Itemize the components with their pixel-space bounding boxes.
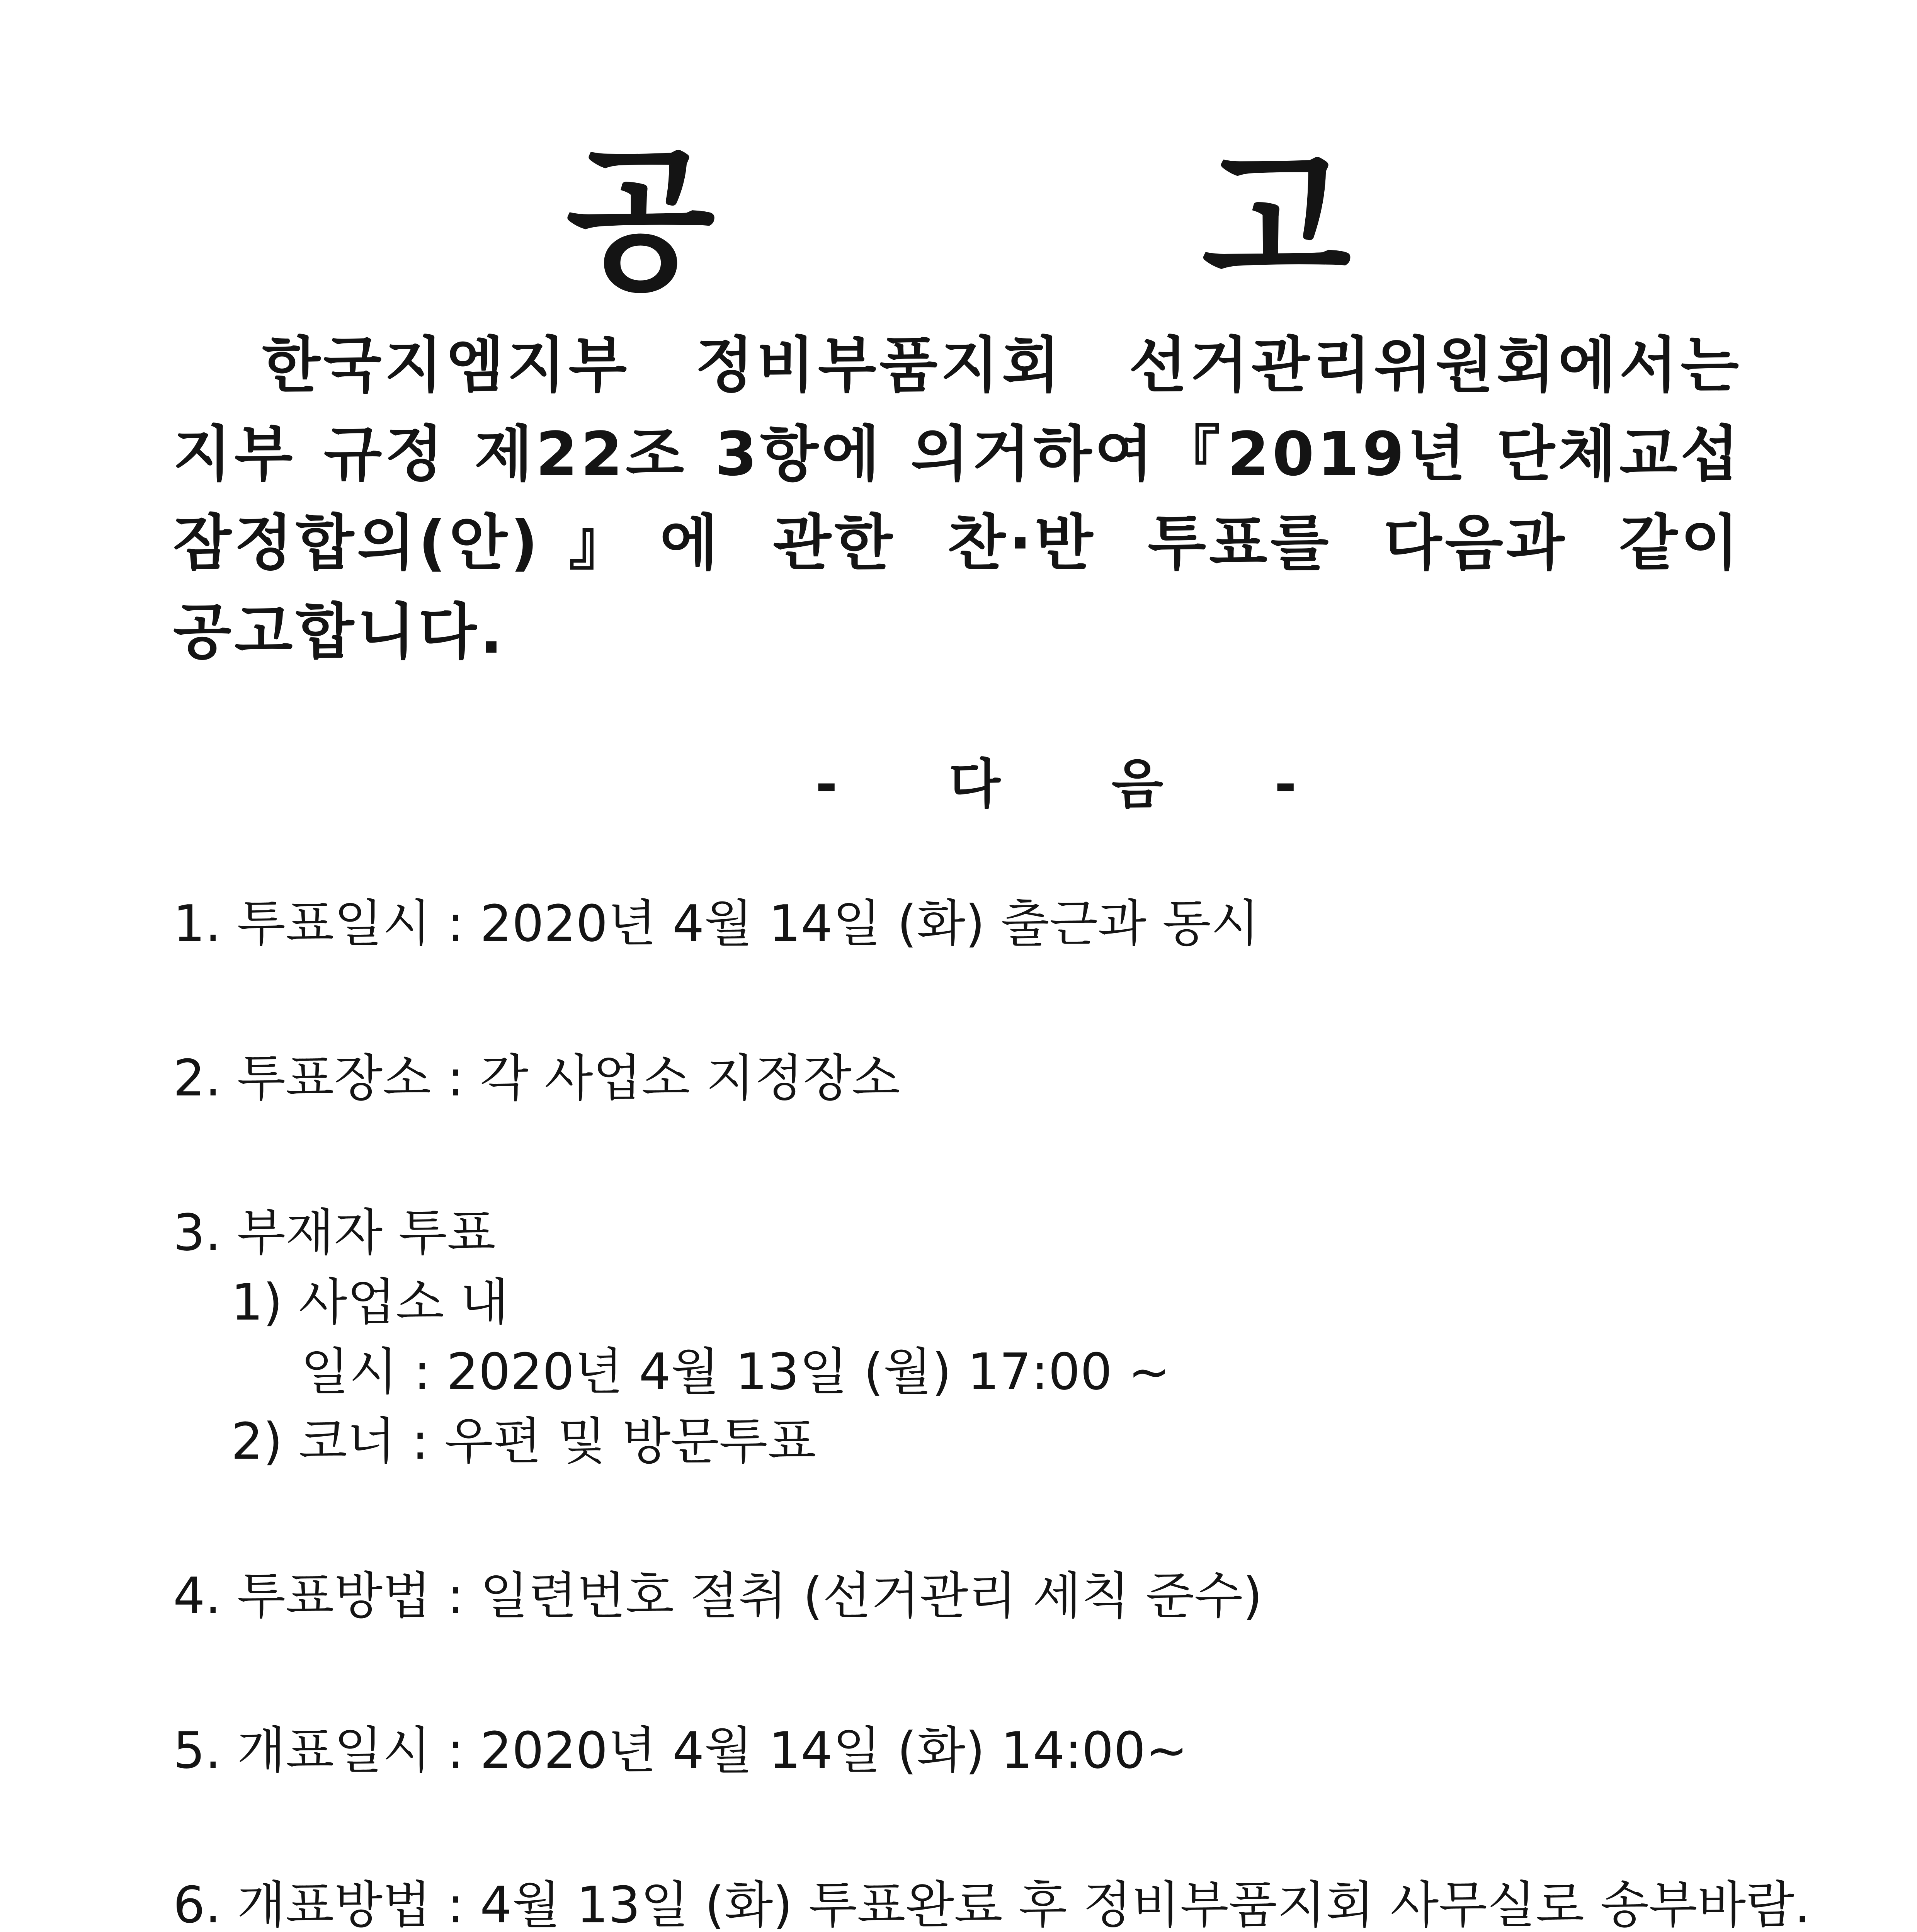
intro-line-1: 한국지엠지부 정비부품지회 선거관리위원회에서는 xyxy=(262,330,1742,400)
section-heading: - 다 음 - xyxy=(815,753,1343,815)
document-title: 공 고 xyxy=(566,129,1568,311)
intro-line-4: 공고합니다. xyxy=(173,597,506,667)
item-count-datetime: 5. 개표일시 : 2020년 4월 14일 (화) 14:00~ xyxy=(173,1721,1188,1780)
intro-line-2: 지부 규정 제22조 3항에 의거하여『2019년 단체교섭 xyxy=(173,419,1742,489)
item-absentee-office-datetime: 일시 : 2020년 4월 13일 (월) 17:00 ~ xyxy=(301,1342,1170,1401)
intro-line-3: 잠정합의(안)』에 관한 찬·반 투표를 다음과 같이 xyxy=(173,508,1742,578)
item-vote-method: 4. 투표방법 : 일련번호 절취 (선거관리 세칙 준수) xyxy=(173,1566,1262,1625)
item-vote-datetime: 1. 투표일시 : 2020년 4월 14일 (화) 출근과 동시 xyxy=(173,894,1260,953)
item-absentee-corner: 2) 코너 : 우편 및 방문투표 xyxy=(231,1412,816,1471)
notice-items xyxy=(173,889,1811,1932)
item-absentee-vote: 3. 부재자 투표 xyxy=(173,1203,496,1262)
item-absentee-office: 1) 사업소 내 xyxy=(231,1273,509,1332)
item-vote-place: 2. 투표장소 : 각 사업소 지정장소 xyxy=(173,1049,900,1107)
intro-paragraph xyxy=(173,321,1742,676)
item-count-method: 6. 개표방법 : 4월 13일 (화) 투표완료 후 정비부품지회 사무실로 송부바람. xyxy=(173,1876,1811,1932)
